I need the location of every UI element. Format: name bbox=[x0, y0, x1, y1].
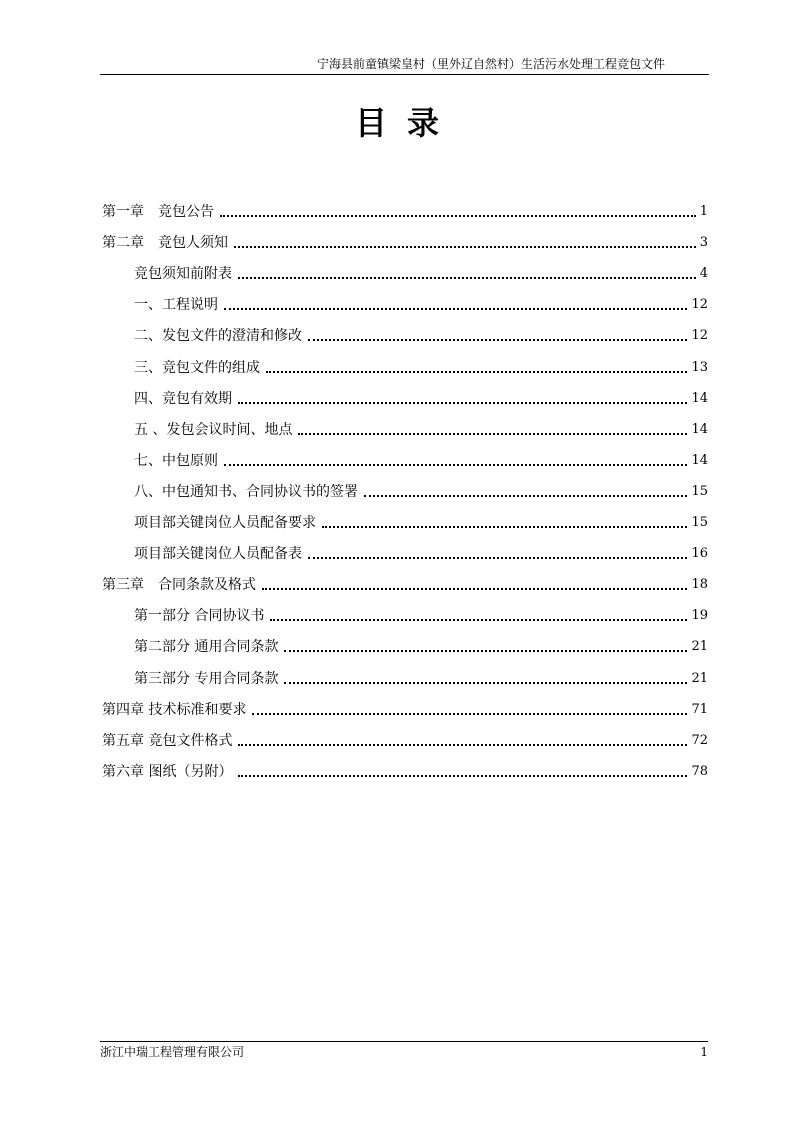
toc-entry[interactable] bbox=[102, 718, 708, 749]
toc-entry-label: 第三章 合同条款及格式 bbox=[102, 577, 256, 594]
toc-entry[interactable] bbox=[102, 344, 708, 375]
toc-entry[interactable] bbox=[102, 282, 708, 313]
toc-entry-label: 第四章 技术标准和要求 bbox=[102, 701, 247, 718]
toc-entry-label: 项目部关键岗位人员配备表 bbox=[134, 546, 302, 563]
toc-entry-label: 第二部分 通用合同条款 bbox=[134, 639, 279, 656]
toc-entry-page: 19 bbox=[691, 608, 708, 624]
toc-entry-label: 八、中包通知书、合同协议书的签署 bbox=[134, 483, 358, 500]
toc-entry-page: 78 bbox=[691, 763, 708, 779]
toc-entry-page: 4 bbox=[699, 266, 708, 282]
toc-entry-label: 二、发包文件的澄清和修改 bbox=[134, 328, 302, 345]
footer-company: 浙江中瑞工程管理有限公司 bbox=[100, 1045, 245, 1059]
dot-leader bbox=[266, 371, 687, 373]
toc-entry[interactable] bbox=[102, 469, 708, 500]
dot-leader bbox=[238, 744, 687, 746]
dot-leader bbox=[364, 495, 687, 497]
toc-title: 目录 bbox=[354, 104, 459, 142]
table-of-contents bbox=[102, 189, 708, 780]
dot-leader bbox=[284, 650, 687, 652]
toc-entry-page: 14 bbox=[691, 421, 708, 437]
toc-entry-label: 三、竞包文件的组成 bbox=[134, 359, 260, 376]
toc-entry-page: 16 bbox=[691, 546, 708, 562]
toc-entry[interactable] bbox=[102, 251, 708, 282]
page-footer bbox=[100, 1041, 708, 1060]
toc-entry-label: 四、竞包有效期 bbox=[134, 390, 232, 407]
toc-entry[interactable] bbox=[102, 593, 708, 624]
toc-entry-label: 竞包须知前附表 bbox=[134, 266, 232, 283]
toc-entry-label: 项目部关键岗位人员配备要求 bbox=[134, 515, 316, 532]
dot-leader bbox=[262, 588, 687, 590]
dot-leader bbox=[308, 339, 687, 341]
toc-entry-page: 21 bbox=[691, 639, 708, 655]
toc-entry-label: 第一章 竞包公告 bbox=[102, 204, 214, 221]
dot-leader bbox=[224, 308, 687, 310]
toc-entry[interactable] bbox=[102, 189, 708, 220]
toc-entry-page: 13 bbox=[691, 359, 708, 375]
dot-leader bbox=[238, 277, 696, 279]
toc-entry[interactable] bbox=[102, 531, 708, 562]
toc-entry[interactable] bbox=[102, 313, 708, 344]
toc-entry[interactable] bbox=[102, 220, 708, 251]
toc-entry-page: 14 bbox=[691, 390, 708, 406]
toc-entry[interactable] bbox=[102, 562, 708, 593]
toc-entry[interactable] bbox=[102, 500, 708, 531]
toc-entry-label: 第六章 图纸（另附） bbox=[102, 763, 233, 780]
toc-entry-label: 第五章 竞包文件格式 bbox=[102, 732, 233, 749]
dot-leader bbox=[322, 526, 687, 528]
dot-leader bbox=[252, 713, 687, 715]
toc-entry[interactable] bbox=[102, 655, 708, 686]
dot-leader bbox=[224, 464, 687, 466]
toc-entry-page: 15 bbox=[691, 515, 708, 531]
toc-entry-page: 72 bbox=[691, 732, 708, 748]
dot-leader bbox=[238, 402, 687, 404]
toc-entry-page: 18 bbox=[691, 577, 708, 593]
footer-page-number: 1 bbox=[700, 1045, 708, 1059]
toc-entry-label: 第二章 竞包人须知 bbox=[102, 235, 228, 252]
toc-entry[interactable] bbox=[102, 687, 708, 718]
toc-entry[interactable] bbox=[102, 749, 708, 780]
header-title: 宁海县前童镇梁皇村（里外辽自然村）生活污水处理工程竞包文件 bbox=[316, 57, 665, 71]
toc-entry-page: 1 bbox=[699, 204, 708, 220]
toc-entry-page: 12 bbox=[691, 328, 708, 344]
toc-entry-page: 15 bbox=[691, 483, 708, 499]
toc-entry-page: 21 bbox=[691, 670, 708, 686]
dot-leader bbox=[298, 433, 687, 435]
toc-entry-label: 七、中包原则 bbox=[134, 452, 218, 469]
dot-leader bbox=[220, 215, 696, 217]
toc-entry[interactable] bbox=[102, 407, 708, 438]
toc-entry[interactable] bbox=[102, 438, 708, 469]
toc-entry-label: 一、工程说明 bbox=[134, 297, 218, 314]
toc-entry-page: 12 bbox=[691, 297, 708, 313]
toc-entry-page: 14 bbox=[691, 452, 708, 468]
dot-leader bbox=[270, 619, 687, 621]
toc-entry-label: 第三部分 专用合同条款 bbox=[134, 670, 279, 687]
dot-leader bbox=[308, 557, 687, 559]
toc-entry[interactable] bbox=[102, 376, 708, 407]
toc-entry-label: 五 、发包会议时间、地点 bbox=[134, 421, 293, 438]
dot-leader bbox=[284, 682, 687, 684]
page-header bbox=[100, 56, 709, 75]
toc-entry-label: 第一部分 合同协议书 bbox=[134, 608, 265, 625]
dot-leader bbox=[234, 246, 696, 248]
toc-entry[interactable] bbox=[102, 624, 708, 655]
toc-entry-page: 71 bbox=[691, 701, 708, 717]
dot-leader bbox=[238, 775, 687, 777]
toc-entry-page: 3 bbox=[699, 235, 708, 251]
